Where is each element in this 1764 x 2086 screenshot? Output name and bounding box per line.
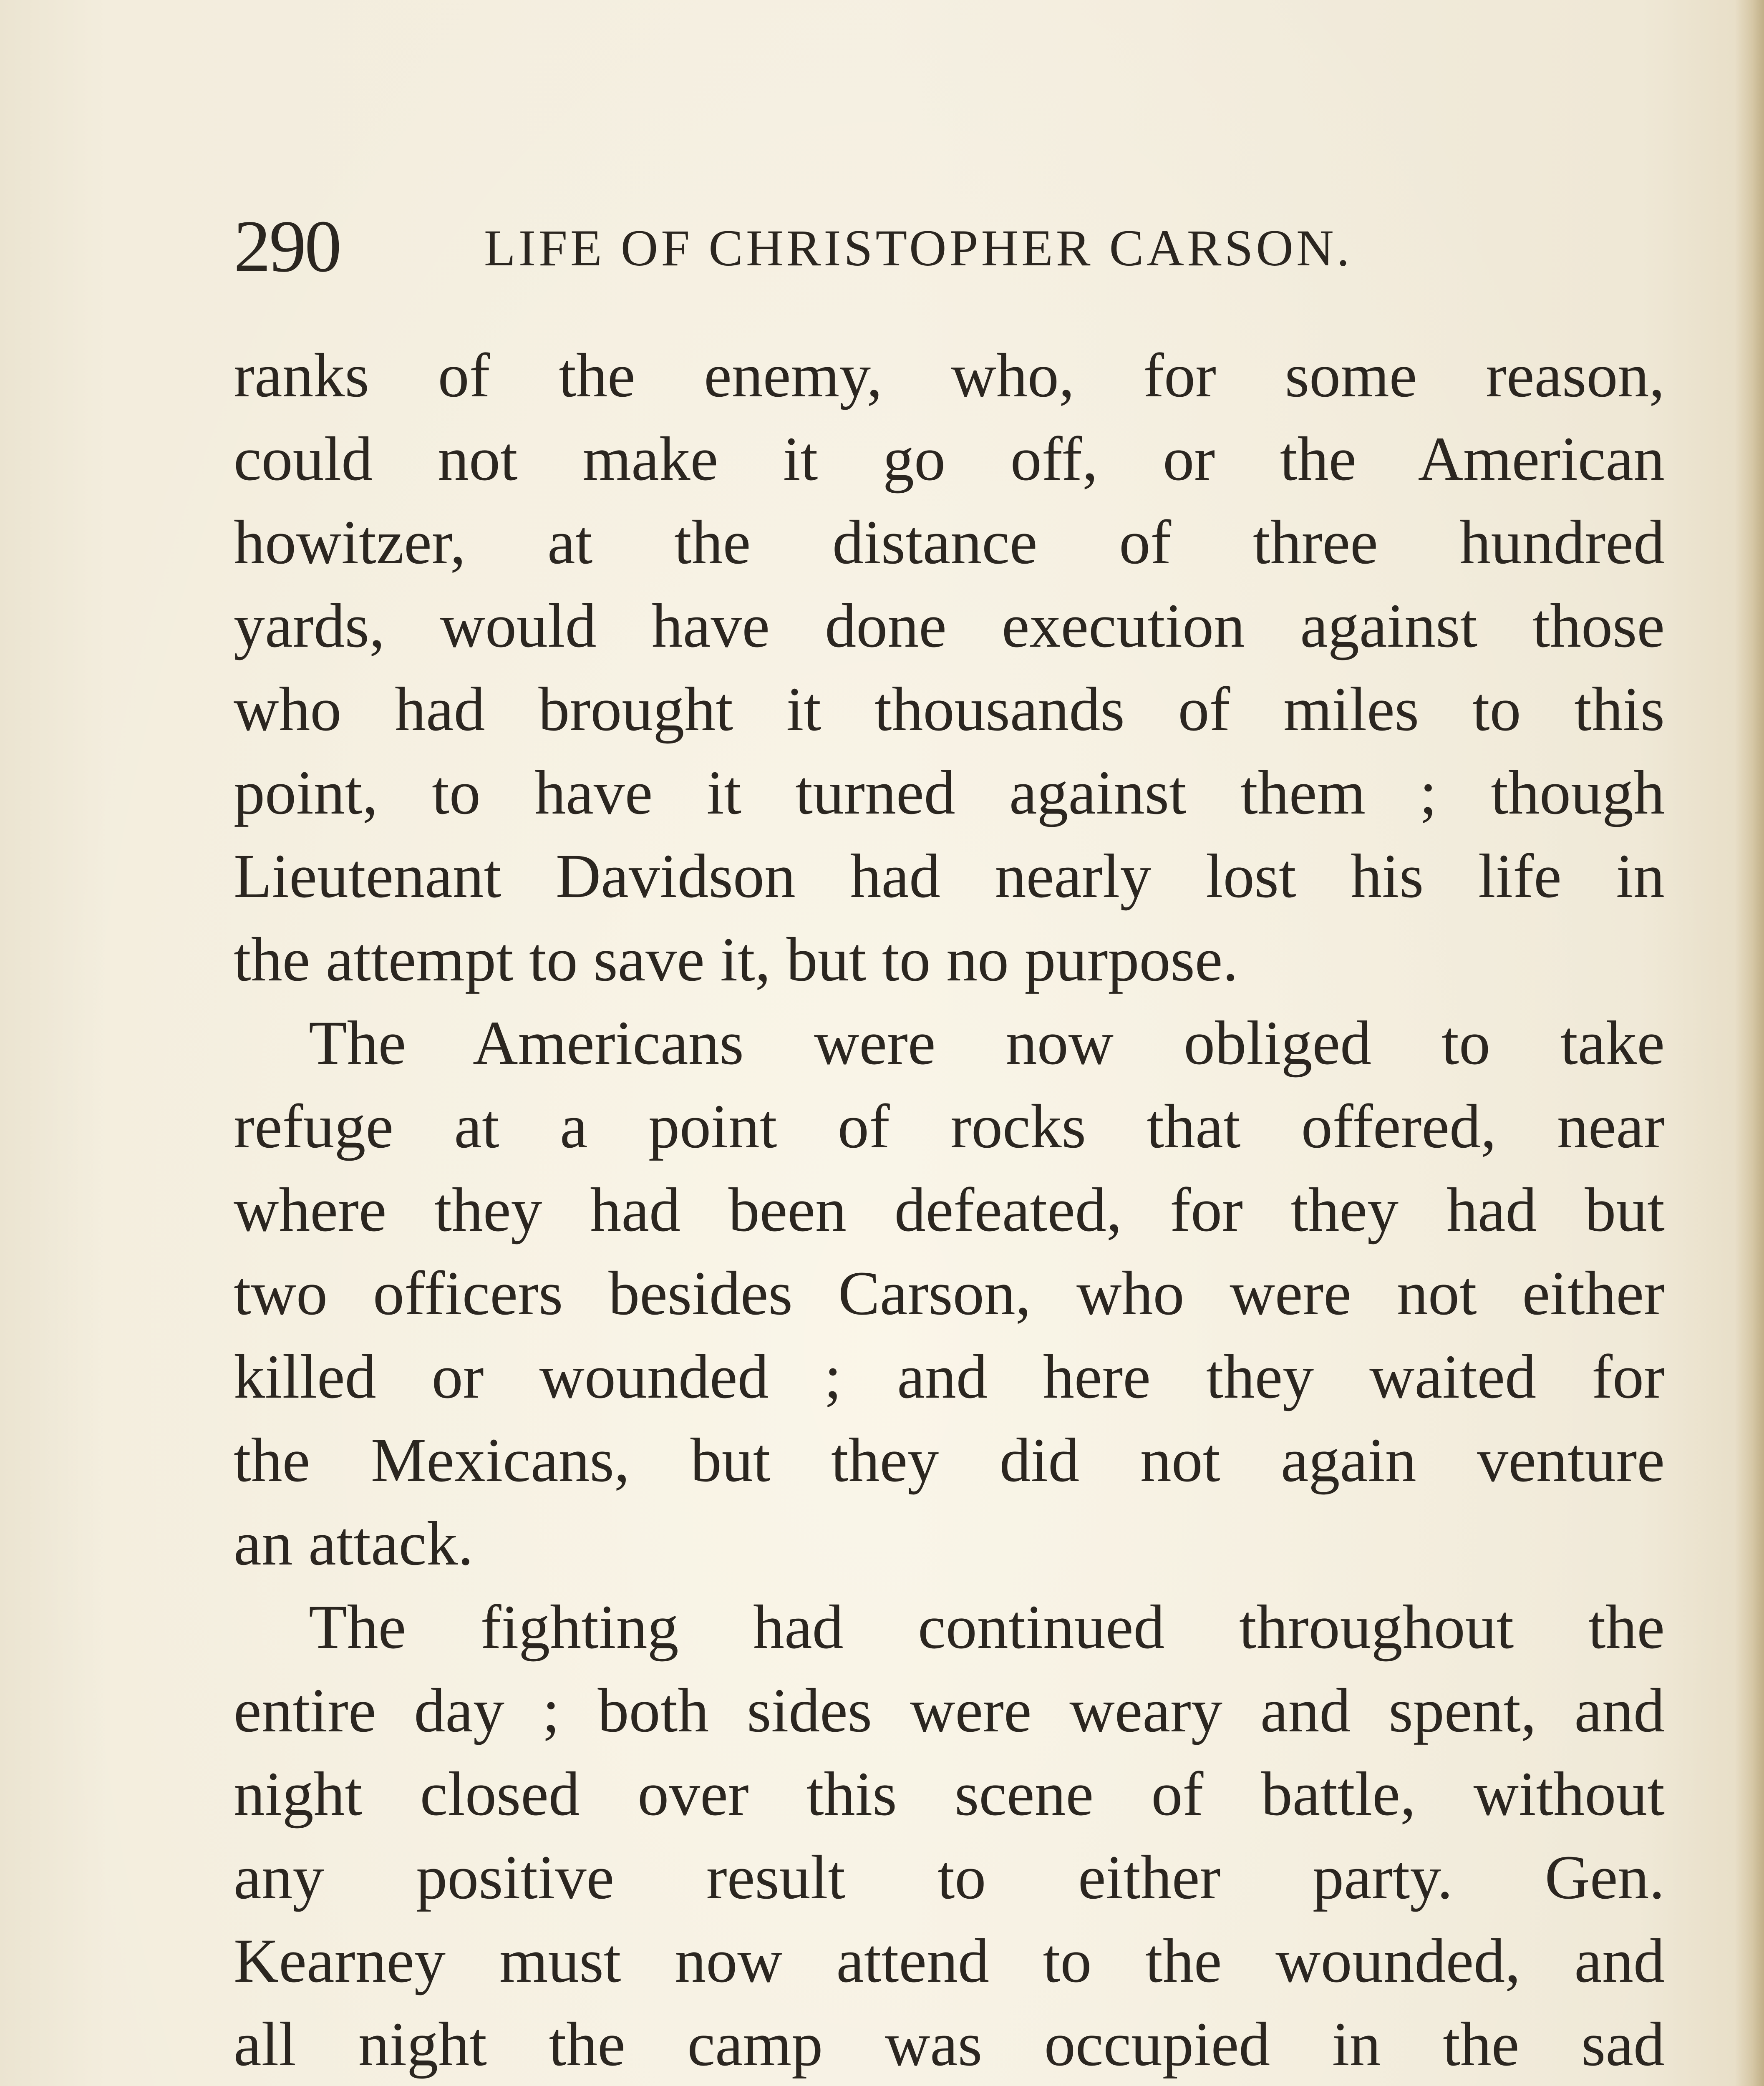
text-line: ranks of the enemy, who, for some reason, <box>234 341 1665 410</box>
text-line: the Mexicans, but they did not again venture <box>234 1426 1665 1495</box>
paragraph <box>234 1585 1665 2086</box>
text-line: The fighting had continued throughout the <box>309 1592 1665 1662</box>
text-line: killed or wounded ; and here they waited for <box>234 1342 1665 1411</box>
text-line: refuge at a point of rocks that offered, near <box>234 1092 1665 1161</box>
text-line: who had brought it thousands of miles to this <box>234 675 1665 744</box>
text-line: two officers besides Carson, who were not either <box>234 1259 1665 1328</box>
text-line: Kearney must now attend to the wounded, and <box>234 1926 1665 1995</box>
page-header <box>234 196 1665 305</box>
text-line: where they had been defeated, for they had but <box>234 1175 1665 1245</box>
text-line: howitzer, at the distance of three hundred <box>234 508 1665 577</box>
paragraph <box>234 1001 1665 1585</box>
text-line: the attempt to save it, but to no purpose. <box>234 925 1238 994</box>
text-line: point, to have it turned against them ; though <box>234 758 1665 827</box>
text-line: entire day ; both sides were weary and spent, and <box>234 1676 1665 1745</box>
text-line: yards, would have done execution against those <box>234 591 1665 660</box>
running-head: LIFE OF CHRISTOPHER CARSON. <box>484 219 1353 277</box>
text-line: The Americans were now obliged to take <box>309 1008 1665 1078</box>
paragraph <box>234 334 1665 1001</box>
text-line: could not make it go off, or the American <box>234 424 1665 494</box>
text-line: Lieutenant Davidson had nearly lost his life in <box>234 841 1665 911</box>
text-line: night closed over this scene of battle, without <box>234 1759 1665 1829</box>
page-edge-shadow <box>1735 0 1764 2086</box>
text-line: an attack. <box>234 1509 474 1578</box>
page-number: 290 <box>234 205 340 287</box>
text-line: any positive result to either party. Gen. <box>234 1843 1665 1912</box>
text-line: all night the camp was occupied in the sad <box>234 2010 1665 2079</box>
body-text <box>234 334 1665 2086</box>
